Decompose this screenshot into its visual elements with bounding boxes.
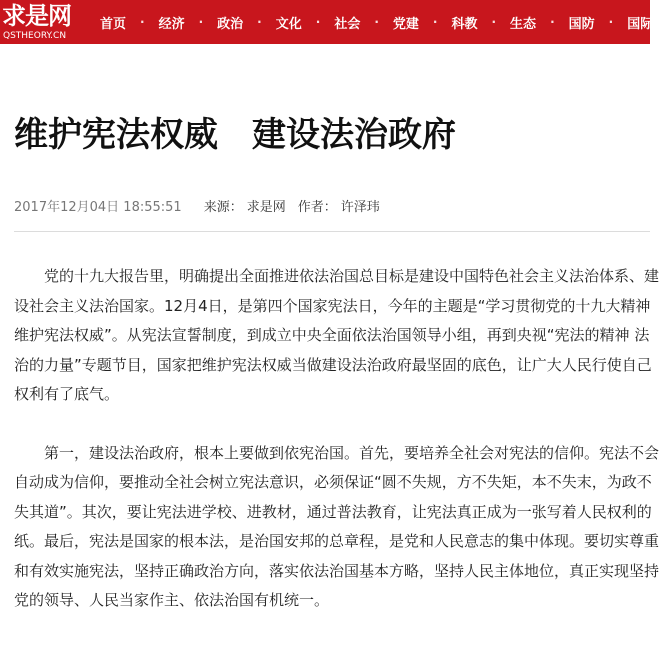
- nav-item-international[interactable]: 国际: [627, 16, 654, 32]
- nav-item-science-education[interactable]: 科教 ·: [451, 15, 497, 32]
- source-value: 求是网: [246, 200, 286, 215]
- nav-separator: ·: [257, 15, 262, 29]
- article-title: 维护宪法权威 建设法治政府: [14, 115, 456, 155]
- article-paragraph: 党的十九大报告里，明确提出全面推进依法治国总目标是建设中国特色社会主义法治体系、建设社会主义法治国家。12月4日，是第四个国家宪法日，今年的主题是“学习贯彻党的十九大精神 维护宪法权威”。从宪法宣誓制度，到成立中央全面依法治国领导小组，再到央视“宪法的精神 法治的力量”专题节目，国家把维护宪法权威当做建设法治政府最坚固的底色，让广大人民行使自己权利有了底气。: [14, 267, 660, 403]
- nav-item-ecology[interactable]: 生态 ·: [510, 15, 555, 32]
- publish-date: 2017年12月04日 18:55:51: [14, 200, 182, 215]
- nav-separator: ·: [432, 15, 438, 29]
- top-navigation-bar: [0, 0, 654, 44]
- meta-divider: [14, 231, 650, 232]
- source-label: 来源：: [203, 200, 243, 215]
- author-label: 作者：: [297, 200, 337, 215]
- nav-item-defense[interactable]: 国防 ·: [568, 15, 614, 32]
- nav-separator: ·: [315, 15, 321, 29]
- article-paragraph: 第一，建设法治政府，根本上要做到依宪治国。首先，要培养全社会对宪法的信仰。宪法不会自动成为信仰，要推动全社会树立宪法意识，必须保证“圆不失规，方不失矩，本不失末，为政不失其道”。其次，要让宪法进学校、进教材，通过普法教育，让宪法真正成为一张写着人民权利的纸。最后，宪法是国家的根本法，是治国安邦的总章程，是党和人民意志的集中体现。要切实尊重和有效实施宪法，坚持正确政治方向，落实依法治国基本方略，坚持人民主体地位，真正实现坚持党的领导、人民当家作主、依法治国有机统一。: [14, 443, 660, 609]
- author-value: 许泽玮: [340, 200, 380, 215]
- nav-item-economy[interactable]: 经济 ·: [158, 15, 204, 32]
- nav-item-home[interactable]: 首页 ·: [100, 15, 145, 32]
- nav-separator: ·: [491, 15, 497, 29]
- nav-item-culture[interactable]: 文化 ·: [275, 15, 321, 32]
- nav-separator: ·: [140, 15, 145, 29]
- nav-item-society[interactable]: 社会 ·: [334, 15, 379, 32]
- nav-item-politics[interactable]: 政治 ·: [217, 15, 262, 32]
- nav-separator: ·: [198, 15, 204, 29]
- main-nav: [86, 0, 667, 44]
- nav-separator: ·: [550, 15, 555, 29]
- nav-separator: ·: [374, 15, 379, 29]
- nav-item-party-building[interactable]: 党建 ·: [392, 15, 438, 32]
- logo-name: 求是网: [2, 1, 71, 30]
- nav-separator: ·: [608, 15, 614, 29]
- logo-domain: QSTHEORY.CN: [3, 31, 67, 41]
- article-meta: [14, 196, 380, 215]
- article-body: [14, 262, 662, 645]
- site-logo[interactable]: [0, 0, 86, 44]
